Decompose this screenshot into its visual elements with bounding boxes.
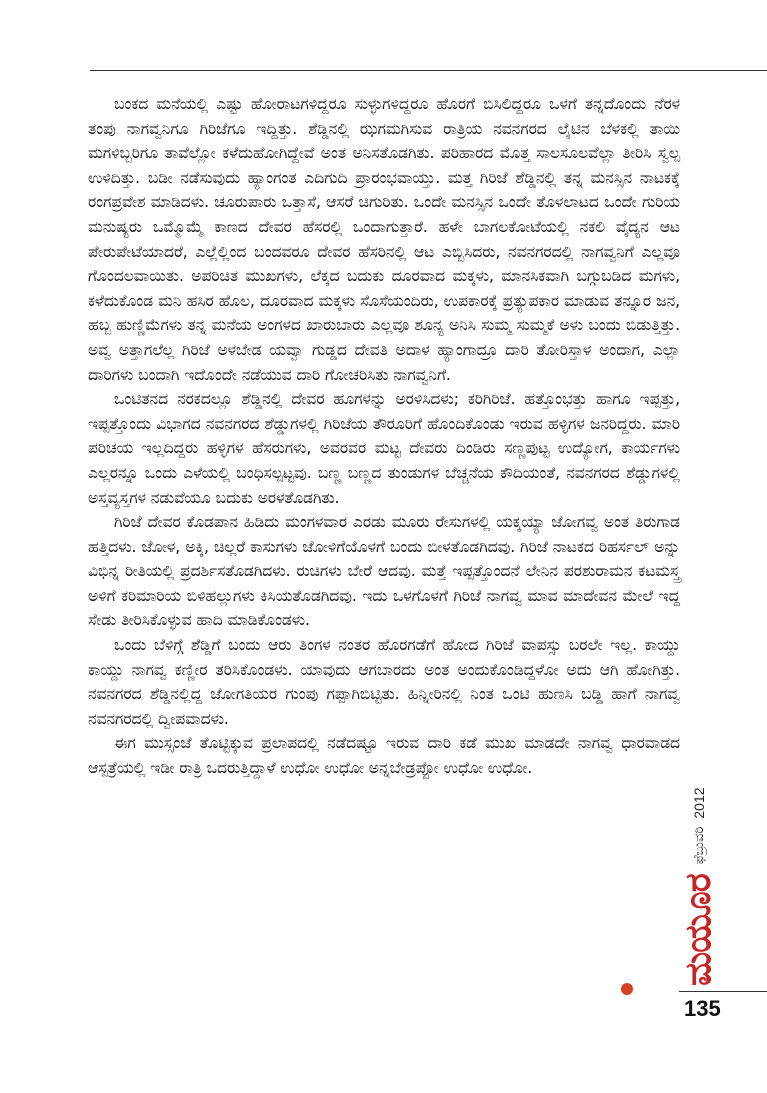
top-rule: [90, 70, 767, 71]
decorative-dot: [621, 983, 633, 995]
masthead-vertical: [679, 786, 719, 986]
issue-month: ಫೆಬ್ರುವರಿ: [691, 826, 707, 865]
magazine-logo: ಮಯೂರ: [678, 874, 719, 986]
issue-year: 2012: [691, 787, 707, 819]
magazine-masthead: [679, 786, 719, 986]
article-body: [88, 92, 680, 781]
article-paragraph-3: ಗಿರಿಜೆ ದೇವರ ಕೊಡಪಾನ ಹಿಡಿದು ಮಂಗಳವಾರ ಎರಡು ಮೂರು ರೇಸುಗಳಲ್ಲಿ ಯಕ್ಕಯ್ಯಾ ಜೋಗವ್ವ ಅಂತ ತಿರುಗಾಡ ಹತ್ತಿದಳು. ಜೋಳ, ಅಕ್ಕಿ, ಚಿಲ್ಲರೆ ಕಾಸುಗಳು ಜೋಳಿಗೆಯೊಳಗೆ ಬಂದು ಬೀಳತೊಡಗಿದವು. ಗಿರಿಜೆ ನಾಟಕದ ರಿಹರ್ಸಲ್ ಅನ್ನು ವಿಭಿನ್ನ ರೀತಿಯಲ್ಲಿ ಪ್ರದರ್ಶಿಸತೊಡಗಿದಳು. ರುಚಿಗಳು ಬೇರೆ ಆದವು. ಮತ್ತೆ ಇಪ್ಪತ್ತೊಂದನೆ ಲೇನಿನ ಪರಶುರಾಮನ ಕಟಮಸ್ತ್ರ ಅಳಿಗೆ ಕರಿಮಾರಿಯ ಬಿಳಿಹಲ್ಲುಗಳು ಕಿಸಿಯತೊಡಗಿದವು. ಇದು ಒಳಗೊಳಗೆ ಗಿರಿಜೆ ನಾಗವ್ವ ಮಾವ ಮಾದೇವನ ಮೇಲೆ ಇದ್ದ ಸೇಡು ತೀರಿಸಿಕೊಳ್ಳುವ ಹಾದಿ ಮಾಡಿಕೊಂಡಳು.: [88, 513, 680, 630]
footer-rule: [679, 991, 767, 992]
page-number: 135: [684, 996, 721, 1021]
article-paragraph-5: ಈಗ ಮುಸ್ಸಂಜೆ ತೊಟ್ಟಿಕ್ಕುವ ಪ್ರಲಾಪದಲ್ಲಿ ನಡೆದಷ್ಟೂ ಇರುವ ದಾರಿ ಕಡೆ ಮುಖ ಮಾಡದೇ ನಾಗವ್ವ ಧಾರವಾಡದ ಆಸ್ಪತ್ರೆಯಲ್ಲಿ ಇಡೀ ರಾತ್ರಿ ಒದರುತ್ತಿದ್ದಾಳೆ ಉಧೋ ಉಧೋ ಅನ್ನಬೇಡ್ರಪ್ಪೋ ಉಧೋ ಉಧೋ.: [88, 734, 680, 778]
article-paragraph-1: ಬಂಕದ ಮನೆಯಲ್ಲಿ ಎಷ್ಟು ಹೋರಾಟಗಳಿದ್ದರೂ ಸುಳ್ಳುಗಳಿದ್ದರೂ ಹೊರಗೆ ಬಿಸಿಲಿದ್ದರೂ ಒಳಗೆ ತನ್ನದೊಂದು ನೆರಳ ತಂಪು ನಾಗವ್ವನಿಗೂ ಗಿರಿಜೆಗೂ ಇದ್ದಿತ್ತು. ಶೆಡ್ಡಿನಲ್ಲಿ ಝಗಮಗಿಸುವ ರಾತ್ರಿಯ ನವನಗರದ ಲೈಟಿನ ಬೆಳಕಲ್ಲಿ ತಾಯಿ ಮಗಳಿಬ್ಬರಿಗೂ ತಾವೆಲ್ಲೋ ಕಳೆದುಹೋಗಿದ್ದೇವೆ ಅಂತ ಅನಿಸತೊಡಗಿತು. ಪರಿಹಾರದ ಮೊತ್ತ ಸಾಲಸೂಲವೆಲ್ಲಾ ತೀರಿಸಿ ಸ್ವಲ್ಪ ಉಳಿದಿತ್ತು. ಬಡೀ ನಡೆಸುವುದು ಹ್ಯಾಂಗಂತ ಎದಿಗುದಿ ಪ್ರಾರಂಭವಾಯ್ತು. ಮತ್ತ ಗಿರಿಜೆ ಶೆಡ್ಡಿನಲ್ಲಿ ತನ್ನ ಮನಸ್ಸಿನ ನಾಟಕಕ್ಕೆ ರಂಗಪ್ರವೇಶ ಮಾಡಿದಳು. ಚೂರುಪಾರು ಒತ್ತಾಸೆ, ಆಸರೆ ಚಿಗುರಿತು. ಒಂದೇ ಮನಸ್ಸಿನ ಒಂದೇ ತೊಳಲಾಟದ ಒಂದೇ ಗುರಿಯ ಮನುಷ್ಯರು ಒಮ್ಮೊಮ್ಮೆ ಕಾಣದ ದೇವರ ಹೆಸರಲ್ಲಿ ಒಂದಾಗುತ್ತಾರೆ. ಹಳೇ ಬಾಗಲಕೋಟೆಯಲ್ಲಿ ನಕಲಿ ವೈದ್ಯನ ಆಟ ಪೇರುಪೇಟೆಯಾದರೆ, ಎಲ್ಲೆಲ್ಲಿಂದ ಬಂದವರೂ ದೇವರ ಹೆಸರಿನಲ್ಲಿ ಆಟ ಎಬ್ಬಿಸಿದರು, ನವನಗರದಲ್ಲಿ ನಾಗವ್ವನಿಗೆ ಎಲ್ಲವೂ ಗೊಂದಲವಾಯಿತು. ಅಪರಿಚಿತ ಮುಖಗಳು, ಲೆಕ್ಕದ ಬದುಕು ದೂರವಾದ ಮಕ್ಕಳು, ಮಾನಸಿಕವಾಗಿ ಬಗ್ಗುಬಡಿದ ಮಗಳು, ಕಳೆದುಕೊಂಡ ಮನಿ ಹಸಿರ ಹೊಲ, ದೂರವಾದ ಮಕ್ಕಳು ಸೊಸೆಯಂದಿರು, ಉಪಕಾರಕ್ಕೆ ಪ್ರತ್ಯುಪಕಾರ ಮಾಡುವ ತನ್ನೂರ ಜನ, ಹಬ್ಬ ಹುಣ್ಣಿಮೆಗಳು ತನ್ನ ಮನೆಯ ಅಂಗಳದ ಖಾರುಬಾರು ಎಲ್ಲವೂ ಶೂನ್ಯ ಅನಿಸಿ ಸುಮ್ಮ ಸುಮ್ಮಕೆ ಅಳು ಬಂದು ಬಿಡುತ್ತಿತ್ತು. ಅವ್ವ ಅತ್ತಾಗಲೆಲ್ಲ ಗಿರಿಜೆ ಅಳಬೇಡ ಯವ್ವಾ ಗುಡ್ಡದ ದೇವತಿ ಅದಾಳ ಹ್ಯಾಂಗಾದ್ರೂ ದಾರಿ ತೋರಿಸ್ತಾಳ ಅಂದಾಗ, ಎಲ್ಲಾ ದಾರಿಗಳು ಬಂದಾಗಿ ಇದೊಂದೇ ನಡೆಯುವ ದಾರಿ ಗೋಚರಿಸಿತು ನಾಗವ್ವನಿಗೆ.: [88, 95, 680, 384]
article-paragraph-4: ಒಂದು ಬೆಳಿಗ್ಗೆ ಶೆಡ್ಡಿಗೆ ಬಂದು ಆರು ತಿಂಗಳ ನಂತರ ಹೊರಗಡೆಗೆ ಹೋದ ಗಿರಿಜೆ ವಾಪಸ್ಸು ಬರಲೇ ಇಲ್ಲ. ಕಾಯ್ದು ಕಾಯ್ದು ನಾಗವ್ವ ಕಣ್ಣೀರ ತರಿಸಿಕೊಂಡಳು. ಯಾವುದು ಆಗಬಾರದು ಅಂತ ಅಂದುಕೊಂಡಿದ್ದಳೋ ಅದು ಆಗಿ ಹೋಗಿತ್ತು. ನವನಗರದ ಶೆಡ್ಡಿನಲ್ಲಿದ್ದ ಜೋಗತಿಯರ ಗುಂಪು ಗಪ್ಪಾಗಿಬಿಟ್ಟಿತು. ಹಿನ್ನೀರಿನಲ್ಲಿ ನಿಂತ ಒಂಟಿ ಹುಣಸಿ ಬಡ್ಡಿ ಹಾಗೆ ನಾಗವ್ವ ನವನಗರದಲ್ಲಿ ದ್ವೀಪವಾದಳು.: [88, 636, 680, 728]
article-paragraph-2: ಒಂಟಿತನದ ನರಕದಲ್ಲೂ ಶೆಡ್ಡಿನಲ್ಲಿ ದೇವರ ಹೂಗಳನ್ನು ಅರಳಿಸಿದಳು; ಕರಿಗಿರಿಜೆ. ಹತ್ತೊಂಭತ್ತು ಹಾಗೂ ಇಪ್ಪತ್ತು, ಇಪ್ಪತ್ತೊಂದು ವಿಭಾಗದ ನವನಗರದ ಶೆಡ್ಡುಗಳಲ್ಲಿ ಗಿರಿಜೆಯ ತೌರೂರಿಗೆ ಹೊಂದಿಕೊಂಡು ಇರುವ ಹಳ್ಳಿಗಳ ಜನರಿದ್ದರು. ಮಾರಿ ಪರಿಚಯ ಇಲ್ಲದಿದ್ದರು ಹಳ್ಳಿಗಳ ಹೆಸರುಗಳು, ಅವರವರ ಮಟ್ಟ ದೇವರು ದಿಂಡಿರು ಸಣ್ಣಪುಟ್ಟ ಉದ್ಯೋಗ, ಕಾರ್ಯಗಳು ಎಲ್ಲರನ್ನೂ ಒಂದು ಎಳೆಯಲ್ಲಿ ಬಂಧಿಸಲ್ಪಟ್ಟವು. ಬಣ್ಣ ಬಣ್ಣದ ತುಂಡುಗಳ ಬೆಚ್ಚನೆಯ ಕೌದಿಯಂತೆ, ನವನಗರದ ಶೆಡ್ಡುಗಳಲ್ಲಿ ಅಸ್ತವ್ಯಸ್ತಗಳ ನಡುವೆಯೂ ಬದುಕು ಅರಳತೊಡಗಿತು.: [88, 390, 680, 507]
